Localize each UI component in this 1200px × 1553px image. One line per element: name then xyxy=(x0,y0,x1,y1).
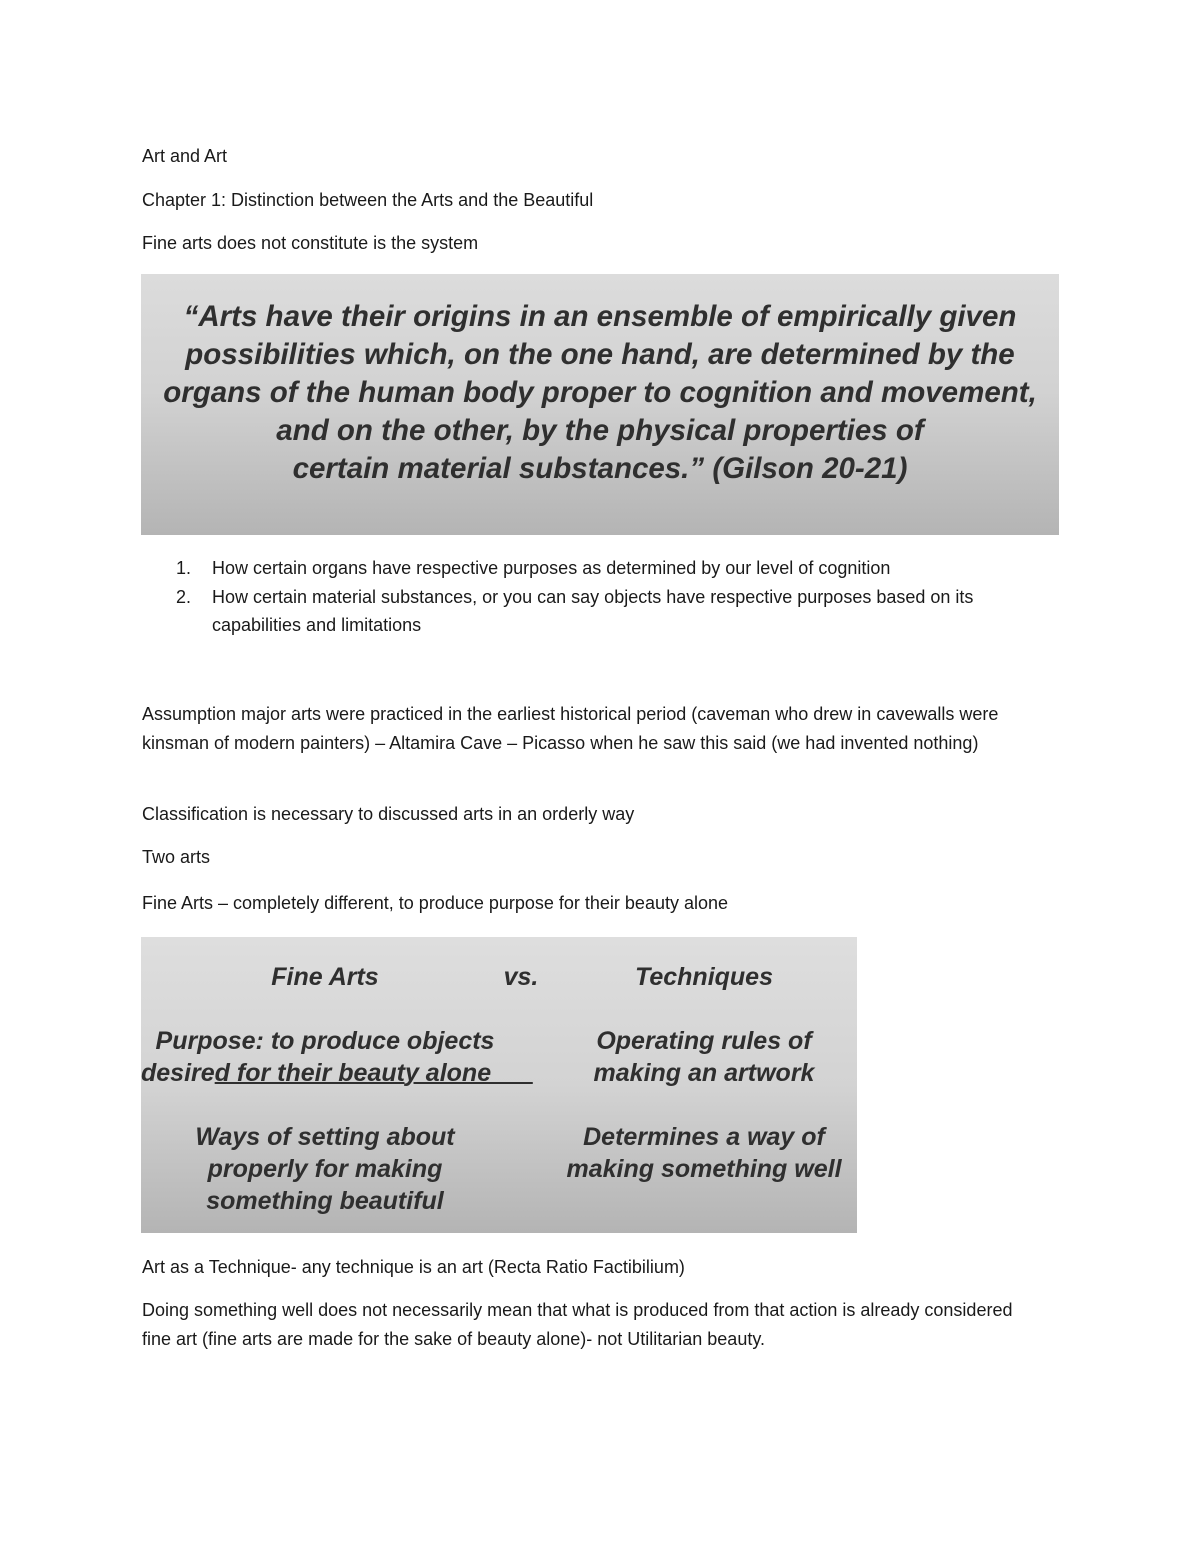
quote-line: possibilities which, on the one hand, are determined by the xyxy=(185,338,1015,371)
quote-line: organs of the human body proper to cognition and movement, xyxy=(163,376,1037,409)
technique-line: Art as a Technique- any technique is an art (Recta Ratio Factibilium) xyxy=(142,1257,685,1277)
fine-arts-definition: Fine Arts – completely different, to produce purpose for their beauty alone xyxy=(142,893,729,913)
techniques-purpose xyxy=(551,1025,857,1089)
quote-line: “Arts have their origins in an ensemble of empirically given xyxy=(183,300,1017,333)
quote-text xyxy=(141,298,1059,488)
quote-line: certain material substances.” (Gilson 20-21) xyxy=(292,452,908,485)
fine-arts-purpose-line: Purpose: to produce objects xyxy=(155,1027,495,1055)
comparison-image xyxy=(141,937,857,1233)
list-item xyxy=(142,583,1042,640)
techniques-header: Techniques xyxy=(635,963,773,991)
fine-arts-purpose-line xyxy=(141,1057,533,1089)
fine-arts-purpose-underlined: d for their beauty alone___ xyxy=(214,1059,533,1087)
quote-line: and on the other, by the physical properties of xyxy=(276,414,924,447)
fine-arts-purpose-prefix: desire xyxy=(141,1059,215,1087)
fine-arts-ways-line: Ways of setting about xyxy=(195,1123,455,1151)
list-item-text: How certain material substances, or you can say objects have respective purposes based on its capabilities and limitations xyxy=(212,586,974,635)
document-title: Art and Art xyxy=(142,146,228,166)
quote-image xyxy=(141,274,1059,535)
fine-arts-ways xyxy=(141,1121,509,1217)
techniques-ways-line: Determines a way of xyxy=(583,1123,825,1151)
fine-arts-ways-line: something beautiful xyxy=(206,1187,444,1215)
assumption-paragraph: Assumption major arts were practiced in the earliest historical period (caveman who drew in cavewalls were kinsman of modern painters) – Altamira Cave – Picasso when he saw this said (we had invented nothing) xyxy=(142,704,999,753)
fine-arts-header: Fine Arts xyxy=(271,963,379,991)
list-item-number: 2. xyxy=(176,586,192,607)
list-item xyxy=(142,554,1042,583)
closing-paragraph: Doing something well does not necessarily mean that what is produced from that action is already considered fine art (fine arts are made for the sake of beauty alone)- not Utilitarian beauty. xyxy=(142,1300,1013,1349)
techniques-purpose-line: Operating rules of xyxy=(596,1027,812,1055)
chapter-heading: Chapter 1: Distinction between the Arts and the Beautiful xyxy=(142,190,594,210)
classification-line: Classification is necessary to discussed arts in an orderly way xyxy=(142,804,635,824)
techniques-ways xyxy=(551,1121,857,1185)
two-arts-line: Two arts xyxy=(142,847,211,867)
fine-arts-ways-line: properly for making xyxy=(207,1155,443,1183)
list-item-text: How certain organs have respective purposes as determined by our level of cognition xyxy=(212,558,891,578)
techniques-ways-line: making something well xyxy=(566,1155,842,1183)
intro-line: Fine arts does not constitute is the system xyxy=(142,233,479,253)
fine-arts-purpose xyxy=(141,1025,533,1089)
techniques-purpose-line: making an artwork xyxy=(593,1059,815,1087)
vs-label: vs. xyxy=(503,963,539,991)
list-item-number: 1. xyxy=(176,558,192,578)
numbered-list xyxy=(142,554,1042,640)
